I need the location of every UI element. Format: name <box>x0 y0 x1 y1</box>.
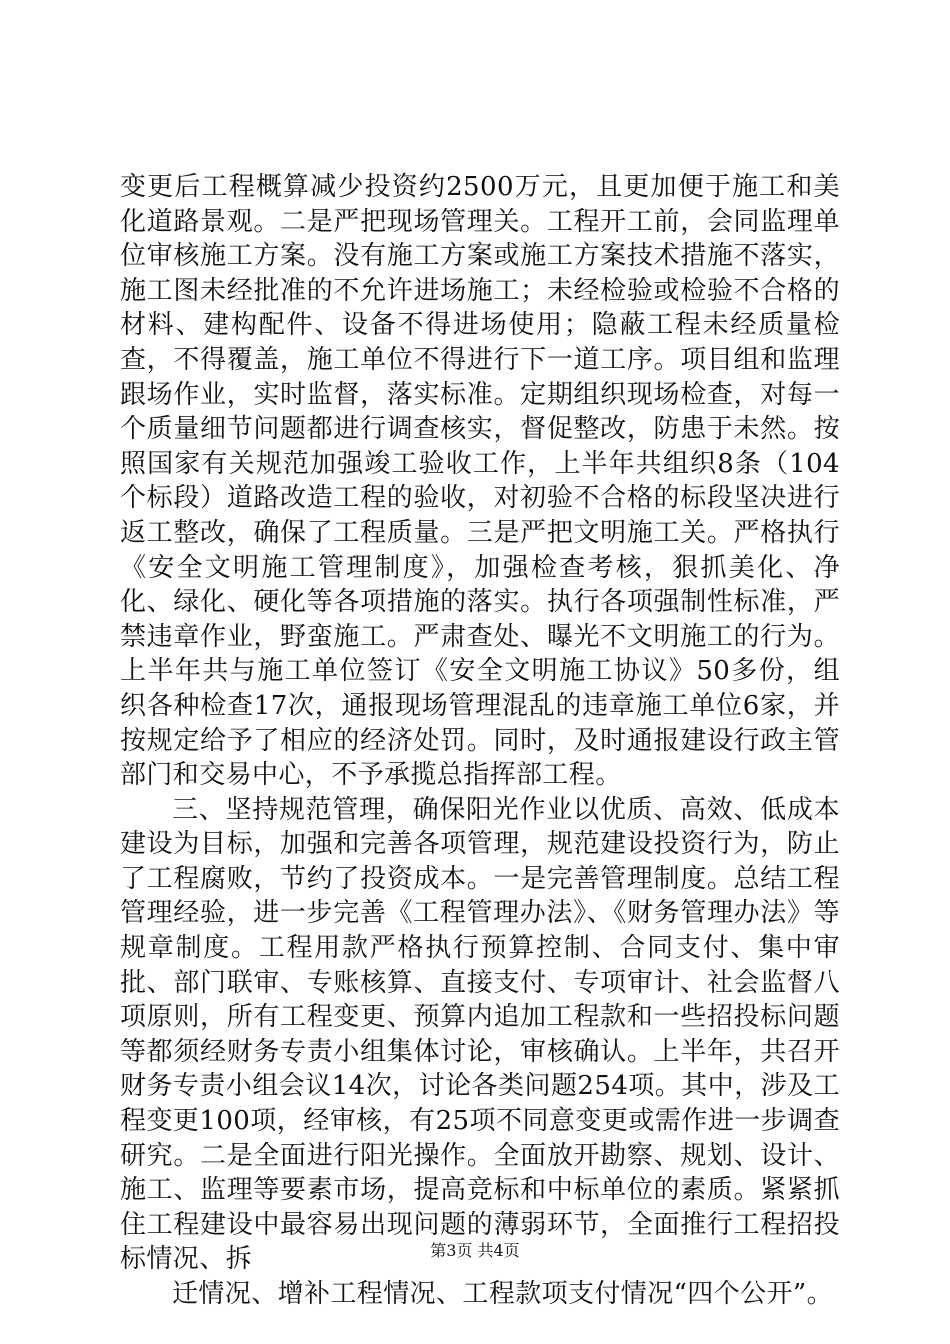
document-body <box>120 170 840 1312</box>
page-number-footer: 第3页 共4页 <box>430 1241 520 1260</box>
paragraph-four-disclosures: 迁情况、增补工程情况、工程款项支付情况“四个公开”。 <box>172 1279 833 1309</box>
paragraph-section-three: 三、坚持规范管理，确保阳光作业以优质、高效、低成本建设为目标，加强和完善各项管理，规范建设投资行为，防止了工程腐败，节约了投资成本。一是完善管理制度。总结工程管理经验，进一步完善《工程管理办法》、《财务管理办法》等规章制度。工程用款严格执行预算控制、合同支付、集中审批、部门联审、专账核算、直接支付、专项审计、社会监督八项原则，所有工程变更、预算内追加工程款和一些招投标问题等都须经财务专责小组集体讨论，审核确认。上半年，共召开财务专责小组会议14次，讨论各类问题254项。其中，涉及工程变更100项，经审核，有25项不同意变更或需作进一步调查研究。二是全面进行阳光操作。全面放开勘察、规划、设计、施工、监理等要素市场，提高竞标和中标单位的素质。紧紧抓住工程建设中最容易出现问题的薄弱环节，全面推行工程招投标情况、拆 <box>120 794 840 1275</box>
paragraph-continuation: 变更后工程概算减少投资约2500万元，且更加便于施工和美化道路景观。二是严把现场管理关。工程开工前，会同监理单位审核施工方案。没有施工方案或施工方案技术措施不落实，施工图未经批准的不允许进场施工；未经检验或检验不合格的材料、建构配件、设备不得进场使用；隐蔽工程未经质量检查，不得覆盖，施工单位不得进行下一道工序。项目组和监理跟场作业，实时监督，落实标准。定期组织现场检查，对每一个质量细节问题都进行调查核实，督促整改，防患于未然。按照国家有关规范加强竣工验收工作，上半年共组织8条（104个标段）道路改造工程的验收，对初验不合格的标段坚决进行返工整改，确保了工程质量。三是严把文明施工关。严格执行《安全文明施工管理制度》，加强检查考核，狠抓美化、净化、绿化、硬化等各项措施的落实。执行各项强制性标准，严禁违章作业，野蛮施工。严肃查处、曝光不文明施工的行为。上半年共与施工单位签订《安全文明施工协议》50多份，组织各种检查17次，通报现场管理混乱的违章施工单位6家，并按规定给予了相应的经济处罚。同时，及时通报建设行政主管部门和交易中心，不予承揽总指挥部工程。 <box>120 172 840 791</box>
